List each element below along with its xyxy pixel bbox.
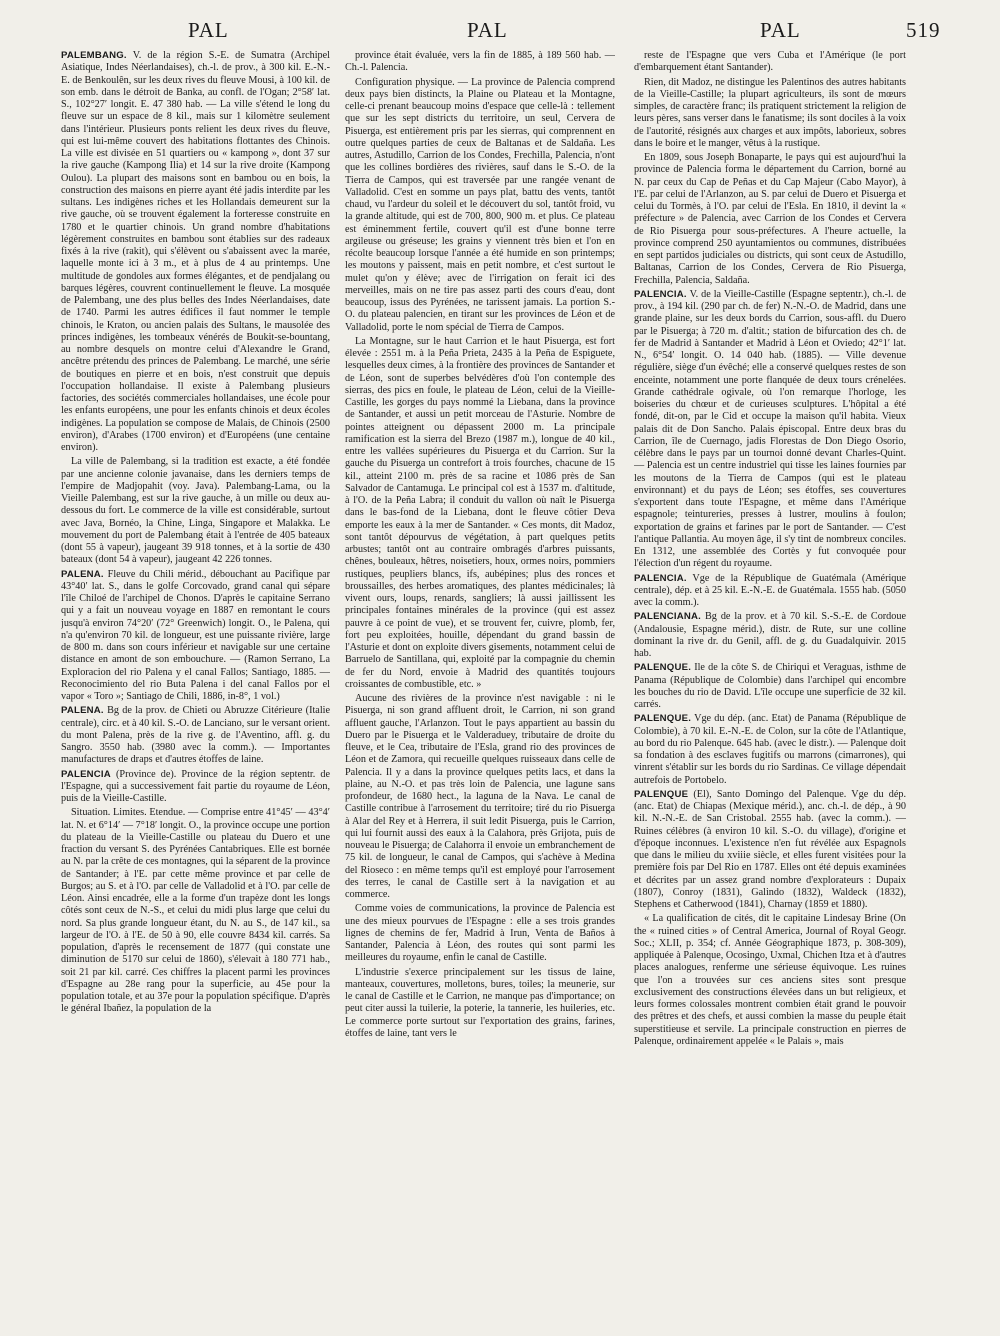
entry-text: V. de la région S.-E. de Sumatra (Archipel Asiatique, Indes Néerlandaises), ch.-l. de prov., à 300 kil. E.-N.-E. de Benkoulên, sur les deux rives du fleuve Mousi, à 100 kil. de son emb. dans le détroit de Banka, au confl. de l'Ogan; 2°58′ lat. S., 102°27′ longit. E. 47 380 hab. — La ville s'étend le long du fleuve sur un espace de 8 kil., mais sur 1 kilomètre seulement dans l'intérieur. Plusieurs ponts relient les deux rives du fleuve, qui est lui-même couvert des habitations flottantes des Chinois. La ville est divisée en 51 quartiers ou « kampong », dont 37 sur la rive gauche (Kampong Ilia) et 14 sur la rive droite (Kampong Oulou). La plupart des maisons sont en bambou ou en bois, la construction des maisons en pierre ayant été jadis interdite par les sultans. Les indigènes riches et les Hollandais demeurent sur la rive gauche, où se trouvent également la forteresse construite en 1780 et le quartier chinois. Un grand nombre d'habitations légèrement construites en bambou sont établies sur des radeaux fixés à la rive (rakit), qui s'élèvent ou s'abaissent avec la marée, laquelle monte ici à 3 m., et à plus de 4 au printemps. Une multitude de gondoles aux formes élégantes, et de pendjalang ou barques légères, couvrent continuellement le fleuve. La mosquée de Palembang, une des plus belles des Indes Néerlandaises, date de 1740. Parmi les autres édifices il faut nommer le temple chinois, le Kraton, ou ancien palais des Sultans, le mausolée des princes indigènes, les tombeaux vénérés de Boukit-se-bountang, au nombre desquels on montre celui d'Alexandre le Grand, ancêtre prétendu des princes de Palembang. Le marché, une série de boutiques en pierre et en bois, n'est construit que depuis l'occupation hollandaise. Il existe à Palembang plusieurs factories, des sociétés commerciales hollandaises, une école pour les enfants européens, une pour les enfants chinois et deux écoles indigènes. La population se compose de Malais, de Chinois (2500 environ), d'Arabes (1700 environ) et d'Européens (une centaine environ). bbox=[61, 50, 330, 453]
entry-text: province était évaluée, vers la fin de 1885, à 189 560 hab. — Ch.-l. Palencia. bbox=[345, 50, 615, 74]
paragraph bbox=[634, 50, 906, 75]
entry-headword: PALENCIA. bbox=[634, 288, 687, 300]
column-right bbox=[634, 50, 906, 1330]
entry-text: Comme voies de communications, la province de Palencia est une des mieux pourvues de l'Espagne : elle a ses trois grandes lignes de chemins de fer, Madrid à Irun, Venta de Baños à Santander, Palencia à Léon, des routes qui sont parmi les meilleures du royaume, enfin le canal de Castille. bbox=[345, 903, 615, 964]
dictionary-entry bbox=[634, 662, 906, 711]
paragraph bbox=[345, 967, 615, 1041]
entry-text: Configuration physique. — La province de Palencia comprend deux pays bien distincts, la Plaine ou Plateau et la Montagne, celle-ci prenant beaucoup moins d'espace que celle-là : tellement que sur les sept districts du territoire, un seul, Cervera de Pisuerga, est entièrement pris par les sierras, qui comprennent en outre quelques parties de ceux de Baltanas et de Saldaña. Les autres, Astudillo, Carrion de los Condes, Frechilla, Palencia, n'ont que les collines bordières des rivières, sauf dans le S.-O. de la Tierra de Campos, qui est traversée par une rangée venant de Valladolid. C'est en somme un pays plat, battu des vents, tantôt chaud, vu l'ardeur du soleil et le découvert du sol, tantôt froid, vu la grande altitude, qui est de 700, 800, 900 m. et plus. Ce plateau est éminemment fertile, couvert qu'il est d'une bonne terre argileuse ou gréseuse; les grains y viennent très bien et l'on en récolte beaucoup lorsque l'année a été humide en son printemps; les moutons y paissent, mais en petit nombre, et c'est surtout le mulet qu'on y élève; avec de l'irrigation on ferait ici des merveilles, mais on ne tire pas assez parti des cours d'eau, dont beaucoup, issus des Pyrénées, ne tarissent jamais. La portion S.-O. du plateau palencien, en tirant sur les provinces de Léon et de Valladolid, porte le nom spécial de Tierra de Campos. bbox=[345, 76, 615, 333]
entry-text: Vge de la République de Guatémala (Amérique centrale), dép. et à 25 kil. E.-N.-E. de Guatémala. 1555 hab. (5050 avec la comm.). bbox=[634, 572, 906, 608]
entry-headword: PALENQUE. bbox=[634, 713, 692, 725]
entry-text: V. de la Vieille-Castille (Espagne septentr.), ch.-l. de prov., à 194 kil. (290 par ch. de fer) N.-N.-O. de Madrid, dans une grande plaine, sur les deux bords du Carrion, sous-affl. du Duero par le Pisuerga; à 720 m. d'altit.; station de bifurcation des ch. de fer de Madrid à Santander et Madrid à Léon et Oviedo; 42°1′ lat. N., 6°54′ longit. O. 14 040 hab. (1885). — Ville devenue régulière, siège d'un évêché; elle a conservé quelques restes de son enceinte, notamment une porte flanquée de deux tours crénelées. Grande cathédrale ogivale, où l'on remarque l'horloge, les boiseries du chœur et de curieuses sculptures. L'hôpital a été fondé, dit-on, par le Cid et occupe la maison qu'il habita. Vieux palais dit de Don Sancho. Palais épiscopal. Entre deux bras du Carrion, île de Cuernago, jadis Florestas de Don Diego Osorio, célèbre dans le pays par un tournoi donné devant Charles-Quint. — Palencia est un centre industriel qui tisse les laines fournies par les moutons de la Tierra de Campos (qui est le plateau environnant) et du pays de Léon; ses étoffes, ses couvertures s'exportent dans toute l'Espagne, et même dans l'Amérique espagnole; teintureries, presses à lustrer, moulins à foulon; exportation de grains et farines par le port de Santander. — C'est l'antique Pallantia. Au moyen âge, il s'y tint de nombreux conciles. En 1312, une assemblée des Cortès y fut convoquée pour l'élection d'un régent du royaume. bbox=[634, 288, 906, 570]
entry-text: Bg de la prov. et à 70 kil. S.-S.-E. de Cordoue (Andalousie, Espagne mérid.), distr. de Rute, sur une colline dominant la rive dr. du Genil, affl. de g. du Guadalquivir. 2015 hab. bbox=[634, 611, 906, 659]
dictionary-entry bbox=[634, 289, 906, 571]
column-left bbox=[61, 50, 330, 1330]
entry-headword: PALENCIANA. bbox=[634, 611, 702, 623]
entry-text: Ile de la côte S. de Chiriqui et Veraguas, isthme de Panama (République de Colombie) dans l'archipel qui encombre les bouches du rio de David. L'île occupe une superficie de 32 kil. carrés. bbox=[634, 662, 906, 710]
column-middle bbox=[345, 50, 615, 1330]
entry-text: Vge du dép. (anc. Etat) de Panama (République de Colombie), à 70 kil. E.-N.-E. de Colon, sur la côte de l'Atlantique, au bord du rio Palenque. 645 hab. (avec le distr.). — Palenque doit sa fondation à des esclaves fugitifs ou marrons (cimarrones), qui vinrent s'établir sur les bords du rio Sardinas. Ce village dépendait autrefois de Portobelo. bbox=[634, 713, 906, 786]
entry-text: « La qualification de cités, dit le capitaine Lindesay Brine (On the « ruined cities » of Central America, Journal of Royal Geogr. Soc.; XLII, p. 354; cf. Année Géographique 1873, p. 308-309), appliquée à Palenque, Ocosingo, Uxmal, Chichen Itza et à d'autres places analogues, renferme une sérieuse équivoque. Les ruines que l'on a trouvées sur ces anciens sites sont presque exclusivement des constructions élevées dans un but religieux, et leurs formes colossales montrent combien était grand le pouvoir des prêtres et des chefs, et aussi combien la masse du peuple était superstitieuse et servile. La principale construction en pierres de Palenque, ordinairement appelée « le Palais », mais bbox=[634, 913, 906, 1047]
entry-text: Bg de la prov. de Chieti ou Abruzze Citérieure (Italie centrale), circ. et à 40 kil. S.-O. de Lanciano, sur le versant orient. du mont Palena, près de la rive g. de l'Aventino, affl. g. du Sangro. 3550 hab. (3980 avec la comm.). — Importantes manufactures de draps et d'autres étoffes de laine. bbox=[61, 705, 330, 766]
dictionary-entry bbox=[634, 573, 906, 610]
entry-headword: PALENCIA. bbox=[634, 572, 687, 584]
entry-text: Aucune des rivières de la province n'est navigable : ni le Pisuerga, ni son grand affluent droit, le Carrion, ni son grand affluent gauche, l'Arlanzon. Tout le pays appartient au bassin du Duero par le Pisuerga et le Valderaduey, tributaire de droite du fleuve, et le Cea, tributaire de l'Esla, grand rio des provinces de Léon et de Zamora, qui recueille quelques ruisseaux dans celle de Palencia. Il y a dans la province quelques petits lacs, et dans la plaine, au N.-O. et pas très loin de Palencia, une lagune sans profondeur, de 1680 hect., la laguna de la Nava. Le canal de Castille contribue à l'arrosement du territoire; tiré du rio Pisuerga à Alar del Rey et à Herrera, il suit ledit Pisuerga, puis le Carrion, qui lui fournit aussi des eaux à la Calahora, près Grijota, puis de nouveau le Pisuerga; de Calahorra il envoie un embranchement de 75 kil. de longueur, le canal de Campos, qui s'achève à Medina del Rioseco : en même temps qu'il est employé pour l'arrosement des terres, le canal de Castille sert à la navigation et au commerce. bbox=[345, 693, 615, 900]
running-header bbox=[0, 18, 1000, 50]
paragraph bbox=[345, 77, 615, 334]
entry-text: Situation. Limites. Etendue. — Comprise entre 41°45′ — 43°4′ lat. N. et 6°14′ — 7°18′ longit. O., la province occupe une portion du plateau de la Vieille-Castille ou plateau du Duero et une fraction du versant S. des Pyrénées Cantabriques. Elle est bornée au N. par la crête de ces montagnes, qui la séparent de la province de Santander; à l'E. par cette même province et par celle de Burgos; au S. et à l'O. par celle de Valladolid et à l'O. par celle de Léon. Ainsi encadrée, elle a la forme d'un trapèze dont les longs côtés sont ceux de N.-S., et celui du midi plus large que celui du nord. Sa plus grande longueur étant, du N. au S., de 147 kil., sa largeur de l'O. à l'E. de 50 à 90, elle couvre 8434 kil. carrés. Sa population, d'après le recensement de 1877 (qui constate une diminution de 5170 sur celui de 1860), s'élevait à 180 771 hab., soit 21 par kil. carré. Ces chiffres la placent parmi les provinces d'Espagne au 28e rang pour la superficie, au 45e pour la population totale, et au 37e pour la population spécifique. D'après le général Ibañez, la population de la bbox=[61, 807, 330, 1015]
dictionary-entry bbox=[634, 789, 906, 912]
entry-headword: PALENA. bbox=[61, 705, 104, 717]
entry-text: Fleuve du Chili mérid., débouchant au Pacifique par 43°40′ lat. S., dans le golfe Corcovado, grand canal qui sépare l'île Chiloé de l'archipel de Chonos. D'après le capitaine Serrano qui y a fait un nouveau voyage en 1887 en remontant le cours jusqu'à environ 74°20′ (72° Greenwich) longit. O., le Palena, qui n'a qu'environ 70 kil. de longueur, est une puissante rivière, large de 800 m. dans son cours inférieur et navigable sur une certaine distance en amont de son embouchure. — (Ramon Serrano, La Exploracion del rio Palena y el canal Fallos; Santiago, 1885. — Reconocimiento del rio Buta Palena i del canal Fallos por el vapor « Toro »; Santiago de Chili, 1886, in-8°, 1 vol.) bbox=[61, 568, 330, 702]
paragraph bbox=[345, 903, 615, 964]
entry-text: L'industrie s'exerce principalement sur les tissus de laine, manteaux, couvertures, molletons, bures, toiles; la meunerie, sur le canal de Castille et le Carrion, ne manque pas d'importance; on peut citer aussi la tuilerie, la poterie, la tannerie, les huileries, etc. Le commerce porte surtout sur l'exportation des grains, farines, étoffes de laine, tant vers le bbox=[345, 966, 615, 1039]
entry-text: En 1809, sous Joseph Bonaparte, le pays qui est aujourd'hui la province de Palencia forma le département du Carrion, borné au N. par ceux du Cap de Peñas et du Cap Majeur (Cabo Mayor), à l'E. par celui de l'Arlanzon, au S. par celui de Duero et Pisuerga et celui du Tormès, à l'O. par celui de l'Esla. En 1810, il devint la « préfecture » de Palencia, avec Carrion de los Condes et Cervera de Rio Pisuerga pour sous-préfectures. A l'heure actuelle, la province comprend 250 ayuntamientos ou communes, distribuées en sept partidos judiciales ou districts, qui sont ceux de Astudillo, Baltanas, Carrion de los Condes, Cervera de Rio Pisuerga, Frechilla, Palencia, Saldaña. bbox=[634, 152, 906, 286]
entry-headword: PALENCIA bbox=[61, 768, 111, 780]
paragraph bbox=[634, 77, 906, 151]
running-head-center: PAL bbox=[467, 18, 508, 42]
entry-text: (El), Santo Domingo del Palenque. Vge du dép. (anc. Etat) de Chiapas (Mexique mérid.), anc. ch.-l. de dép., à 90 kil. N.-N.-E. de San Cristobal. 2555 hab. (avec la comm.). — Ruines célèbres (à environ 10 kil. S.-O. du village), d'origine et d'époque inconnues. L'existence n'en fut révélée aux Espagnols que dans le milieu du xviiie siècle, et elles furent visitées pour la première fois par Del Rio en 1787. Elles ont été depuis examinées et décrites par un assez grand nombre d'explorateurs : Dupaix (1807), Conroy (1831), Galindo (1832), Waldeck (1832), Stephens et Catherwood (1841), Charnay (1859 et 1880). bbox=[634, 788, 906, 910]
paragraph bbox=[345, 693, 615, 901]
dictionary-entry bbox=[61, 50, 330, 454]
entry-text: reste de l'Espagne que vers Cuba et l'Amérique (le port d'embarquement étant Santander). bbox=[634, 50, 906, 74]
dictionary-entry bbox=[61, 769, 330, 806]
dictionary-entry bbox=[61, 569, 330, 704]
paragraph bbox=[634, 152, 906, 287]
page-number: 519 bbox=[906, 18, 941, 42]
running-head-left: PAL bbox=[188, 18, 229, 42]
dictionary-entry bbox=[634, 713, 906, 787]
paragraph bbox=[634, 913, 906, 1048]
paragraph bbox=[61, 456, 330, 566]
entry-headword: PALENA. bbox=[61, 568, 104, 580]
entry-text: La Montagne, sur le haut Carrion et le haut Pisuerga, est fort élevée : 2551 m. à la Peña Prieta, 2435 à la Peña de Espiguete, lesquelles deux cimes, à la frontière des provinces de Santander et de Léon, sont de superbes belvédères d'où l'on contemple des sierras, des pics en foule, le plateau de Léon, celui de la Vieille-Castille, les gorges du pays nommé la Liebana, dans la province de Santander, et aussi un petit morceau de l'Asturie. Nombre de pointes atteignent ou dépassent 2000 m. La principale ramification est la sierra del Brezo (1987 m.), longue de 40 kil., entre les vallées supérieures du Pisuerga et du Carrion. Sur la gauche du Pisuerga un contrefort à trois fourches, chacune de 15 kil., atteint 2100 m. près de sa racine et 1086 près de San Salvador de Cantamuga. Le principal col est à 1537 m. d'altitude, à l'O. de la Peña Labra; il conduit du vallon où naît le Pisuerga dans le bas-fond de la Liebana, dont le fleuve côtier Deva emporte les eaux à la mer de Santander. « Ces monts, dit Madoz, sont tantôt dépourvus de végétation, à part quelques petits arbustes; tantôt ont au contraire ombragés d'arbres puissants, chênes, bouleaux, hêtres, noisetiers, houx, ormes noirs, pommiers rustiques, peupliers blancs, ifs, aubépines; plus des ronces et broussailles, des herbes aromatiques, des plantes médicinales; là vivent ours, loups, renards, sangliers; là aussi jaillissent les principales fontaines minérales de la province (qui est assez pauvre à ce point de vue), et se trouvent fer, cuivre, plomb, fer, fort peu exploitées, houille, dépendant du grand bassin de l'Asturie et dont on exploite divers gisements, notamment celui de Barruelo de Santillana, qui, exploité par la compagnie du chemin de fer du Nord, envoie à Madrid des quantités toujours croissantes de combustible, etc. » bbox=[345, 335, 615, 690]
entry-text: (Province de). Province de la région septentr. de l'Espagne, qui a successivement fait partie du royaume de Léon, puis de la Vieille-Castille. bbox=[61, 768, 330, 804]
dictionary-entry bbox=[61, 705, 330, 766]
entry-headword: PALENQUE bbox=[634, 788, 689, 800]
running-head-right: PAL bbox=[760, 18, 801, 42]
paragraph bbox=[345, 336, 615, 691]
entry-text: La ville de Palembang, si la tradition est exacte, a été fondée par une ancienne colonie javanaise, dans les derniers temps de l'empire de Madjopahit (voy. Java). Palembang-Lama, ou la Vieille Palembang, est sur la rive gauche, à un mille ou deux au-dessous du fort. Le commerce de la ville est considérable, surtout avec Java, Bornéo, la Chine, Linga, Singapore et Malakka. Le mouvement du port de Palembang était à l'entrée de 405 bateaux (dont 55 à vapeur), jaugeant 39 918 tonnes, et à la sortie de 430 bateaux (dont 54 à vapeur), jaugeant 42 226 tonnes. bbox=[61, 456, 330, 566]
paragraph bbox=[61, 807, 330, 1015]
entry-text: Rien, dit Madoz, ne distingue les Palentinos des autres habitants de la Vieille-Castille; la plupart agriculteurs, ils sont de mœurs simples, de caractère franc; ils pratiquent strictement la religion de leurs pères, sans verser dans le fanatisme; ils sont dociles à la voix de l'autorité, résignés aux charges et aux impôts, laborieux, sobres dans le boire et le manger, vêtus à la rustique. bbox=[634, 76, 906, 149]
dictionary-entry bbox=[634, 611, 906, 660]
entry-headword: PALENQUE. bbox=[634, 662, 692, 674]
entry-headword: PALEMBANG. bbox=[61, 50, 127, 61]
paragraph bbox=[345, 50, 615, 75]
